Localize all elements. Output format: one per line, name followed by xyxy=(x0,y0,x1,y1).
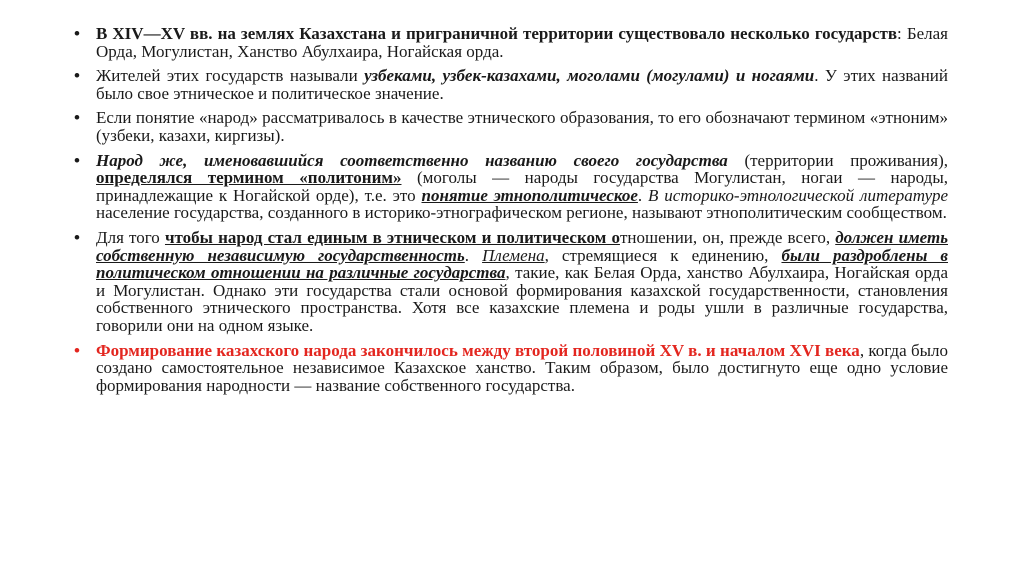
italic-text: В историко-этнологической литературе xyxy=(648,185,948,205)
bullet-states xyxy=(72,25,948,60)
plain-text: . xyxy=(464,245,483,265)
bullet-formation xyxy=(72,342,948,395)
plain-text: , стремящиеся к единению, xyxy=(544,245,782,265)
bold-italic-underlined-text: понятие этнополитическое xyxy=(421,185,638,205)
plain-text: . xyxy=(637,185,649,205)
red-highlight-text: Формирование казахского народа закончилось между второй половиной XV в. и началом XVI века xyxy=(96,340,860,360)
bullet-names xyxy=(72,67,948,102)
plain-text: . У этих названий было свое этническое и политическое значение. xyxy=(96,66,949,103)
plain-text: , когда было создано самостоятельное независимое Казахское ханство. Таким образом, было достигнуто еще одно условие формирования народности — название собственного государства. xyxy=(96,340,948,395)
bold-text: В XIV—XV вв. на землях Казахстана и приграничной территории существовало несколько государств xyxy=(96,24,898,43)
bold-underlined-text: чтобы народ стал единым в этническом и политическом о xyxy=(164,227,620,247)
bold-italic-underlined-text: были раздроблены в политическом отношении на различные государства xyxy=(96,245,948,283)
bullet-list xyxy=(72,25,948,394)
plain-text: население государства, созданного в историко-этнографическом регионе, называют этнополитическим сообществом. xyxy=(96,203,947,223)
bullet-unity xyxy=(72,229,948,335)
plain-text: : Белая Орда, Могулистан, Ханство Абулхаира, Ногайская орда. xyxy=(96,24,948,61)
plain-text: (территории проживания), xyxy=(727,150,948,170)
bold-italic-text: узбеками, узбек-казахами, моголами (могулами) и ногаями xyxy=(364,66,815,86)
bullet-ethnonym xyxy=(72,109,948,144)
bold-italic-text: Народ же, именовавшийся соответственно названию своего государства xyxy=(96,150,728,170)
bold-italic-underlined-text: должен иметь собственную независимую государственность xyxy=(96,227,948,265)
plain-text: , такие, как Белая Орда, ханство Абулхаира, Ногайская орда и Могулистан. Однако эти государства стали основой формирования казахской государственности, становления собственного этнического пространства. Хотя все казахские племена и роды ушли в различные государства, говорили они на одном языке. xyxy=(96,263,948,335)
bullet-politonym xyxy=(72,152,948,222)
plain-text: Жителей этих государств называли xyxy=(96,66,365,86)
plain-text: Для того xyxy=(96,227,165,247)
slide-content xyxy=(72,25,948,401)
plain-text: Если понятие «народ» рассматривалось в качестве этнического образования, то его обозначают термином «этноним» (узбеки, казахи, киргизы). xyxy=(96,108,948,145)
bold-underlined-text: определялся термином «политоним» xyxy=(96,168,402,188)
plain-text: (моголы — народы государства Могулистан, ногаи — народы, принадлежащие к Ногайской орде), т.е. это xyxy=(96,168,948,205)
italic-underlined-text: Племена xyxy=(482,245,545,265)
plain-text: тношении, он, прежде всего, xyxy=(619,227,836,247)
